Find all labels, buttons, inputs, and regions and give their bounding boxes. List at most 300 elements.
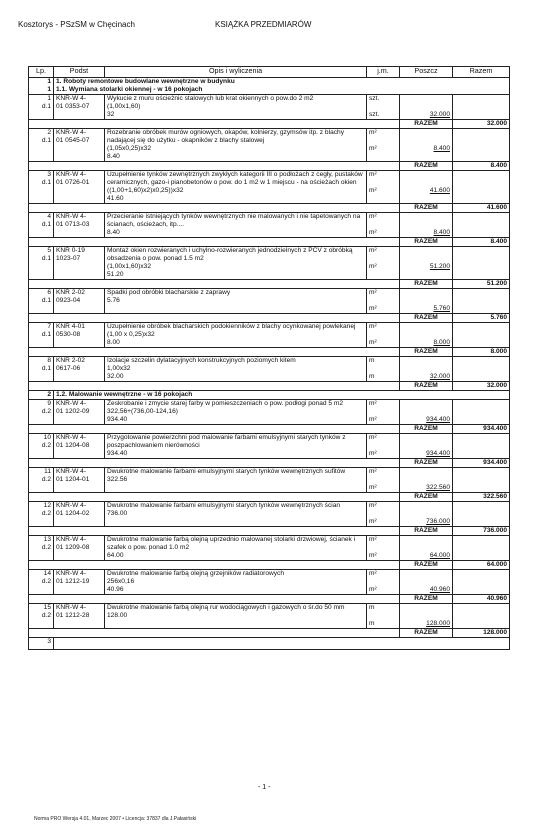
section-lp-value: 1 — [47, 78, 51, 85]
item-lp-section: d.2 — [41, 476, 51, 483]
software-note: Norma PRO Wersja 4.01, Marzec 2007 • Licencja: 37837 dla J.Pałasiński — [34, 816, 197, 822]
item-unit: m² — [369, 416, 377, 423]
razem-blank-cell — [29, 561, 400, 570]
item-poszcz-cell — [400, 95, 453, 120]
item-podst-position: 01 1212-19 — [56, 578, 90, 585]
item-poszcz-cell — [400, 357, 453, 382]
item-unit-spacer — [369, 612, 397, 620]
item-lp-cell — [29, 95, 54, 120]
item-quantity-line: 128.00 — [107, 612, 128, 619]
item-poszcz-cell — [400, 323, 453, 348]
item-lp-cell — [29, 357, 54, 382]
razem-row — [29, 561, 510, 570]
item-podst-cell — [54, 357, 105, 382]
razem-blank-cell — [29, 425, 400, 434]
item-podst-position: 01 0726-01 — [56, 179, 90, 186]
item-poszcz-spacer — [402, 468, 450, 484]
item-description-cell — [105, 570, 367, 595]
razem-row — [29, 348, 510, 357]
item-podst-catalog: KNR-W 4- — [56, 171, 87, 178]
table-row — [29, 129, 510, 162]
item-quantity-line: 64.00 — [107, 552, 124, 559]
item-quantity-line: 32.00 — [107, 373, 124, 380]
item-poszcz: 8.400 — [433, 229, 450, 236]
item-podst-position: 1023-07 — [56, 255, 81, 262]
table-row — [29, 357, 510, 382]
table-row — [29, 604, 510, 629]
razem-blank-cell — [29, 382, 400, 391]
item-podst-position: 01 1209-08 — [56, 544, 90, 551]
next-section-empty — [54, 638, 510, 650]
item-unit-cell — [367, 536, 400, 561]
item-quantity-line: 934.40 — [107, 450, 128, 457]
razem-value: 8.400 — [453, 238, 510, 247]
item-description: Przygotowanie powierzchni pod malowanie farbami emulsyjnymi starych tynków z poszpachlowaniem nierówności — [107, 434, 346, 449]
item-unit-top: m² — [369, 570, 377, 577]
item-unit-cell — [367, 129, 400, 162]
item-razem-cell — [453, 289, 510, 314]
razem-blank-cell — [29, 459, 400, 468]
razem-blank-cell — [29, 595, 400, 604]
item-description: Rozebranie obróbek murów ogniowych, okapów, kolnierzy, gzymsów itp. z blachy nadającej się do użytku - okapników z blachy stalowej — [107, 129, 344, 144]
item-calculation: (1,00x1,60)x32 — [107, 263, 151, 270]
item-unit-top: m² — [369, 434, 377, 441]
razem-blank-cell — [29, 238, 400, 247]
table-row — [29, 468, 510, 493]
item-unit-top: m — [369, 604, 375, 611]
item-unit: m² — [369, 263, 377, 270]
table-row — [29, 171, 510, 204]
item-description-cell — [105, 502, 367, 527]
item-unit-spacer — [369, 331, 397, 339]
item-description-cell — [105, 536, 367, 561]
razem-label: RAZEM — [400, 459, 453, 468]
item-razem-cell — [453, 95, 510, 120]
item-description-cell — [105, 323, 367, 348]
razem-row — [29, 595, 510, 604]
razem-blank-cell — [29, 314, 400, 323]
item-lp-section: d.2 — [41, 544, 51, 551]
item-lp-section: d.2 — [41, 578, 51, 585]
item-quantity-line: 934.40 — [107, 416, 128, 423]
item-razem-cell — [453, 171, 510, 204]
item-unit: m² — [369, 145, 377, 152]
item-description-cell — [105, 434, 367, 459]
item-lp-section: d.1 — [41, 365, 51, 372]
item-poszcz-cell — [400, 536, 453, 561]
razem-label: RAZEM — [400, 561, 453, 570]
item-podst-cell — [54, 95, 105, 120]
item-poszcz: 128.000 — [426, 620, 450, 627]
razem-value: 128.000 — [453, 629, 510, 638]
item-lp: 14 — [43, 570, 51, 577]
item-lp: 10 — [43, 434, 51, 441]
item-podst-position: 01 1204-08 — [56, 442, 90, 449]
razem-row — [29, 238, 510, 247]
item-description: Wykucie z muru ościeżnic stalowych lub krat okiennych o pow.do 2 m2 — [107, 95, 314, 102]
item-podst-position: 0617-06 — [56, 365, 81, 372]
item-podst-catalog: KNR 2-02 — [56, 357, 85, 364]
razem-label: RAZEM — [400, 314, 453, 323]
item-poszcz-spacer — [402, 570, 450, 586]
item-podst-position: 0923-04 — [56, 297, 81, 304]
item-unit-spacer — [369, 221, 397, 229]
item-poszcz-cell — [400, 434, 453, 459]
next-section-row — [29, 638, 510, 650]
item-lp-section: d.1 — [41, 179, 51, 186]
item-unit: m² — [369, 586, 377, 593]
item-unit-cell — [367, 289, 400, 314]
item-podst-catalog: KNR-W 4- — [56, 468, 87, 475]
item-quantity-line: 40.96 — [107, 586, 124, 593]
razem-blank-cell — [29, 120, 400, 129]
section-title: 1.2. Malowanie wewnętrzne - w 16 pokojach — [56, 391, 193, 398]
item-unit-top: m² — [369, 502, 377, 509]
item-razem-cell — [453, 213, 510, 238]
item-quantity-line: 51.20 — [107, 271, 124, 278]
item-description: Spadki pod obróbki blacharskie z zaprawy — [107, 289, 231, 296]
item-unit-cell — [367, 171, 400, 204]
item-unit-top: m² — [369, 129, 377, 136]
item-description: Uzupełnienie tynków zewnętrznych zwykłych kategorii III o podłożach z cegły, pustaków ceramicznych, gazo-i pianobetonów o pow. do 1 m2 w 1 miejscu - na ościeżach okien — [107, 171, 363, 186]
item-unit-top: m² — [369, 323, 377, 330]
section-row-2 — [29, 391, 510, 400]
item-podst-catalog: KNR-W 4- — [56, 502, 87, 509]
item-calculation: 322,56+(736,00-124,16) — [107, 408, 178, 415]
item-podst-catalog: KNR 2-02 — [56, 289, 85, 296]
item-poszcz-cell — [400, 129, 453, 162]
razem-value: 32.000 — [453, 120, 510, 129]
item-poszcz-cell — [400, 171, 453, 204]
table-row — [29, 400, 510, 425]
item-poszcz-spacer — [402, 400, 450, 416]
item-poszcz-spacer — [402, 95, 450, 111]
item-poszcz-spacer — [402, 289, 450, 305]
item-calculation: 1,00x32 — [107, 365, 131, 372]
section-title-cell — [54, 391, 510, 400]
item-lp-cell — [29, 213, 54, 238]
razem-value: 8.400 — [453, 162, 510, 171]
item-razem-cell — [453, 357, 510, 382]
item-poszcz: 8.000 — [433, 339, 450, 346]
razem-blank-cell — [29, 629, 400, 638]
subsection-lp-value: 1 — [47, 86, 51, 93]
item-unit-spacer — [369, 442, 397, 450]
item-razem-cell — [453, 129, 510, 162]
item-description: Dwukrotne malowanie farbą olejną rur wodociągowych i gazowych o śr.do 50 mm — [107, 604, 345, 611]
item-unit: m² — [369, 305, 377, 312]
item-unit-cell — [367, 213, 400, 238]
item-poszcz: 5.760 — [433, 305, 450, 312]
item-description: Uzupełnienie obróbek blacharskich podokienników z blachy ocynkowanej powlekanej — [107, 323, 356, 330]
item-poszcz-cell — [400, 213, 453, 238]
razem-value: 5.760 — [453, 314, 510, 323]
table-row — [29, 323, 510, 348]
item-lp-section: d.1 — [41, 255, 51, 262]
item-razem-cell — [453, 247, 510, 280]
razem-blank-cell — [29, 204, 400, 213]
item-poszcz-spacer — [402, 604, 450, 620]
razem-value: 934.400 — [453, 459, 510, 468]
item-unit-top: m² — [369, 400, 377, 407]
table-row — [29, 247, 510, 280]
table-header-row — [29, 67, 510, 78]
item-description: Montaż okien rozwieranych i uchylno-rozwieranych jednodzielnych z PCV z obróbką obsadzenia o pow. ponad 1.5 m2 — [107, 247, 353, 262]
item-podst-position: 01 0353-07 — [56, 103, 90, 110]
item-podst-cell — [54, 468, 105, 493]
item-lp-cell — [29, 434, 54, 459]
item-poszcz: 934.400 — [426, 450, 450, 457]
col-header-opis: Opis i wyliczenia — [105, 67, 367, 78]
item-lp: 8 — [47, 357, 51, 364]
item-lp-cell — [29, 604, 54, 629]
razem-row — [29, 459, 510, 468]
col-header-razem: Razem — [453, 67, 510, 78]
item-description-cell — [105, 604, 367, 629]
document-header-title: KSIĄŻKA PRZEDMIARÓW — [215, 20, 312, 29]
item-calculation: (1,00x1,60) — [107, 103, 141, 110]
item-lp-cell — [29, 247, 54, 280]
razem-value: 51.200 — [453, 280, 510, 289]
item-lp-section: d.1 — [41, 221, 51, 228]
item-description-cell — [105, 468, 367, 493]
razem-value: 8.000 — [453, 348, 510, 357]
item-podst-catalog: KNR-W 4- — [56, 536, 87, 543]
item-unit-top: m² — [369, 213, 377, 220]
item-unit-top: m² — [369, 247, 377, 254]
item-description-cell — [105, 357, 367, 382]
item-podst-position: 01 1204-01 — [56, 476, 90, 483]
item-poszcz-spacer — [402, 213, 450, 229]
item-description: Przecieranie istniejących tynków wewnętrznych nie malowanych i nie tapetowanych na ścianach, ościeżach, itp.... — [107, 213, 361, 228]
item-quantity-line: 41.60 — [107, 195, 124, 202]
razem-row — [29, 314, 510, 323]
item-razem-cell — [453, 536, 510, 561]
item-poszcz-spacer — [402, 323, 450, 339]
item-unit-spacer — [369, 137, 397, 145]
table-row — [29, 289, 510, 314]
item-lp: 2 — [47, 129, 51, 136]
item-calculation: (1,00 x 0,25)x32 — [107, 331, 155, 338]
item-unit-cell — [367, 323, 400, 348]
item-unit-spacer — [369, 255, 397, 263]
item-description: Dwukrotne malowanie farbą olejną uprzednio malowanej stolarki drzwiowej, ścianek i szafek o pow. ponad 1.0 m2 — [107, 536, 356, 551]
razem-label: RAZEM — [400, 629, 453, 638]
item-unit: m² — [369, 187, 377, 194]
item-unit-top: szt. — [369, 95, 380, 102]
item-description-cell — [105, 289, 367, 314]
item-unit-cell — [367, 570, 400, 595]
razem-row — [29, 280, 510, 289]
razem-value: 322.560 — [453, 493, 510, 502]
item-lp-section: d.1 — [41, 103, 51, 110]
item-lp-cell — [29, 570, 54, 595]
razem-label: RAZEM — [400, 493, 453, 502]
item-poszcz-spacer — [402, 536, 450, 552]
item-podst-position: 01 1212-28 — [56, 612, 90, 619]
przedmiar-table — [28, 66, 510, 650]
item-poszcz: 32.000 — [429, 111, 450, 118]
item-poszcz-spacer — [402, 502, 450, 518]
item-poszcz-spacer — [402, 171, 450, 187]
item-unit-spacer — [369, 510, 397, 518]
item-podst-cell — [54, 434, 105, 459]
item-lp-cell — [29, 323, 54, 348]
item-poszcz-cell — [400, 502, 453, 527]
item-podst-cell — [54, 323, 105, 348]
section-lp-value: 2 — [47, 391, 51, 398]
razem-value: 32.000 — [453, 382, 510, 391]
item-poszcz-spacer — [402, 129, 450, 145]
item-podst-position: 01 0713-03 — [56, 221, 90, 228]
razem-blank-cell — [29, 527, 400, 536]
item-lp-cell — [29, 400, 54, 425]
razem-value: 41.600 — [453, 204, 510, 213]
section-lp — [29, 78, 54, 95]
item-unit-cell — [367, 95, 400, 120]
table-row — [29, 570, 510, 595]
item-unit-spacer — [369, 365, 397, 373]
razem-label: RAZEM — [400, 280, 453, 289]
razem-label: RAZEM — [400, 425, 453, 434]
item-description: Dwukrotne malowanie farbami emulsyjnymi starych tynków wewnętrznych sufitów — [107, 468, 346, 475]
item-podst-cell — [54, 213, 105, 238]
page-number: - 1 - — [258, 784, 271, 791]
item-description-cell — [105, 213, 367, 238]
item-podst-cell — [54, 171, 105, 204]
item-unit: m² — [369, 339, 377, 346]
item-unit-spacer — [369, 179, 397, 187]
item-unit: m — [369, 620, 375, 627]
item-poszcz: 736.000 — [426, 518, 450, 525]
document-header-left: Kosztorys - PSzSM w Chęcinach — [18, 20, 135, 29]
item-lp-section: d.1 — [41, 137, 51, 144]
section-title: 1. Roboty remontowe budowlane wewnętrzne w budynku — [56, 78, 235, 85]
razem-row — [29, 629, 510, 638]
item-unit-cell — [367, 502, 400, 527]
item-unit-top: m — [369, 357, 375, 364]
item-unit: m² — [369, 450, 377, 457]
item-description: Zeskrobanie i zmycie starej farby w pomieszczeniach o pow. podłogi ponad 5 m2 — [107, 400, 344, 407]
item-lp-section: d.1 — [41, 297, 51, 304]
item-lp-cell — [29, 129, 54, 162]
item-podst-catalog: KNR-W 4- — [56, 129, 87, 136]
razem-label: RAZEM — [400, 162, 453, 171]
item-lp-cell — [29, 502, 54, 527]
item-poszcz: 64.000 — [429, 552, 450, 559]
razem-blank-cell — [29, 493, 400, 502]
razem-row — [29, 527, 510, 536]
item-unit-top: m² — [369, 289, 377, 296]
item-poszcz-cell — [400, 247, 453, 280]
item-unit-cell — [367, 247, 400, 280]
item-unit: m² — [369, 229, 377, 236]
item-lp: 5 — [47, 247, 51, 254]
razem-value: 40.960 — [453, 595, 510, 604]
item-unit-top: m² — [369, 171, 377, 178]
item-poszcz-cell — [400, 468, 453, 493]
table-body — [29, 78, 510, 650]
item-quantity-line: 32 — [107, 111, 115, 118]
item-lp-cell — [29, 468, 54, 493]
item-description-cell — [105, 129, 367, 162]
section-title-cell — [54, 78, 510, 95]
item-unit-cell — [367, 434, 400, 459]
item-lp: 3 — [47, 171, 51, 178]
item-description-cell — [105, 400, 367, 425]
item-quantity-line: 8.00 — [107, 339, 120, 346]
item-razem-cell — [453, 570, 510, 595]
item-poszcz-cell — [400, 604, 453, 629]
razem-label: RAZEM — [400, 595, 453, 604]
item-quantity-line: 8.40 — [107, 153, 120, 160]
razem-row — [29, 120, 510, 129]
item-poszcz: 51.200 — [429, 263, 450, 270]
table-row — [29, 434, 510, 459]
item-unit-cell — [367, 400, 400, 425]
item-razem-cell — [453, 434, 510, 459]
item-podst-cell — [54, 604, 105, 629]
razem-blank-cell — [29, 348, 400, 357]
item-unit-spacer — [369, 544, 397, 552]
item-poszcz-spacer — [402, 357, 450, 373]
razem-value: 934.400 — [453, 425, 510, 434]
item-unit: m² — [369, 484, 377, 491]
item-poszcz: 8.400 — [433, 145, 450, 152]
col-header-jm: j.m. — [367, 67, 400, 78]
razem-label: RAZEM — [400, 348, 453, 357]
item-description: Dwukrotne malowanie farbą olejną grzejników radiatorowych — [107, 570, 285, 577]
item-podst-catalog: KNR 4-01 — [56, 323, 85, 330]
item-description: Dwukrotne malowanie farbami emulsyjnymi starych tynków wewnętrznych ścian — [107, 502, 341, 509]
item-description: Izolacje szczelin dylatacyjnych konstrukcyjnych poziomych kitem — [107, 357, 296, 364]
item-lp: 7 — [47, 323, 51, 330]
item-poszcz-cell — [400, 289, 453, 314]
item-unit-spacer — [369, 476, 397, 484]
item-unit-cell — [367, 604, 400, 629]
item-lp-section: d.1 — [41, 331, 51, 338]
item-lp-section: d.2 — [41, 612, 51, 619]
item-podst-position: 01 0545-07 — [56, 137, 90, 144]
item-unit: m — [369, 373, 375, 380]
item-lp: 15 — [43, 604, 51, 611]
item-poszcz-cell — [400, 400, 453, 425]
razem-value: 736.000 — [453, 527, 510, 536]
item-podst-catalog: KNR-W 4- — [56, 570, 87, 577]
item-poszcz: 322.560 — [426, 484, 450, 491]
item-quantity-line: 5.76 — [107, 297, 120, 304]
item-podst-position: 0530-08 — [56, 331, 81, 338]
section-lp — [29, 391, 54, 400]
razem-row — [29, 425, 510, 434]
razem-blank-cell — [29, 280, 400, 289]
col-header-lp: Lp. — [29, 67, 54, 78]
item-lp-cell — [29, 536, 54, 561]
razem-blank-cell — [29, 162, 400, 171]
col-header-podst: Podst — [54, 67, 105, 78]
item-description-cell — [105, 171, 367, 204]
item-unit-spacer — [369, 103, 397, 111]
item-poszcz: 934.400 — [426, 416, 450, 423]
item-poszcz-spacer — [402, 434, 450, 450]
item-podst-cell — [54, 289, 105, 314]
razem-label: RAZEM — [400, 204, 453, 213]
item-podst-catalog: KNR-W 4- — [56, 400, 87, 407]
item-poszcz-spacer — [402, 247, 450, 263]
razem-row — [29, 162, 510, 171]
col-header-poszcz: Poszcz — [400, 67, 453, 78]
item-razem-cell — [453, 502, 510, 527]
